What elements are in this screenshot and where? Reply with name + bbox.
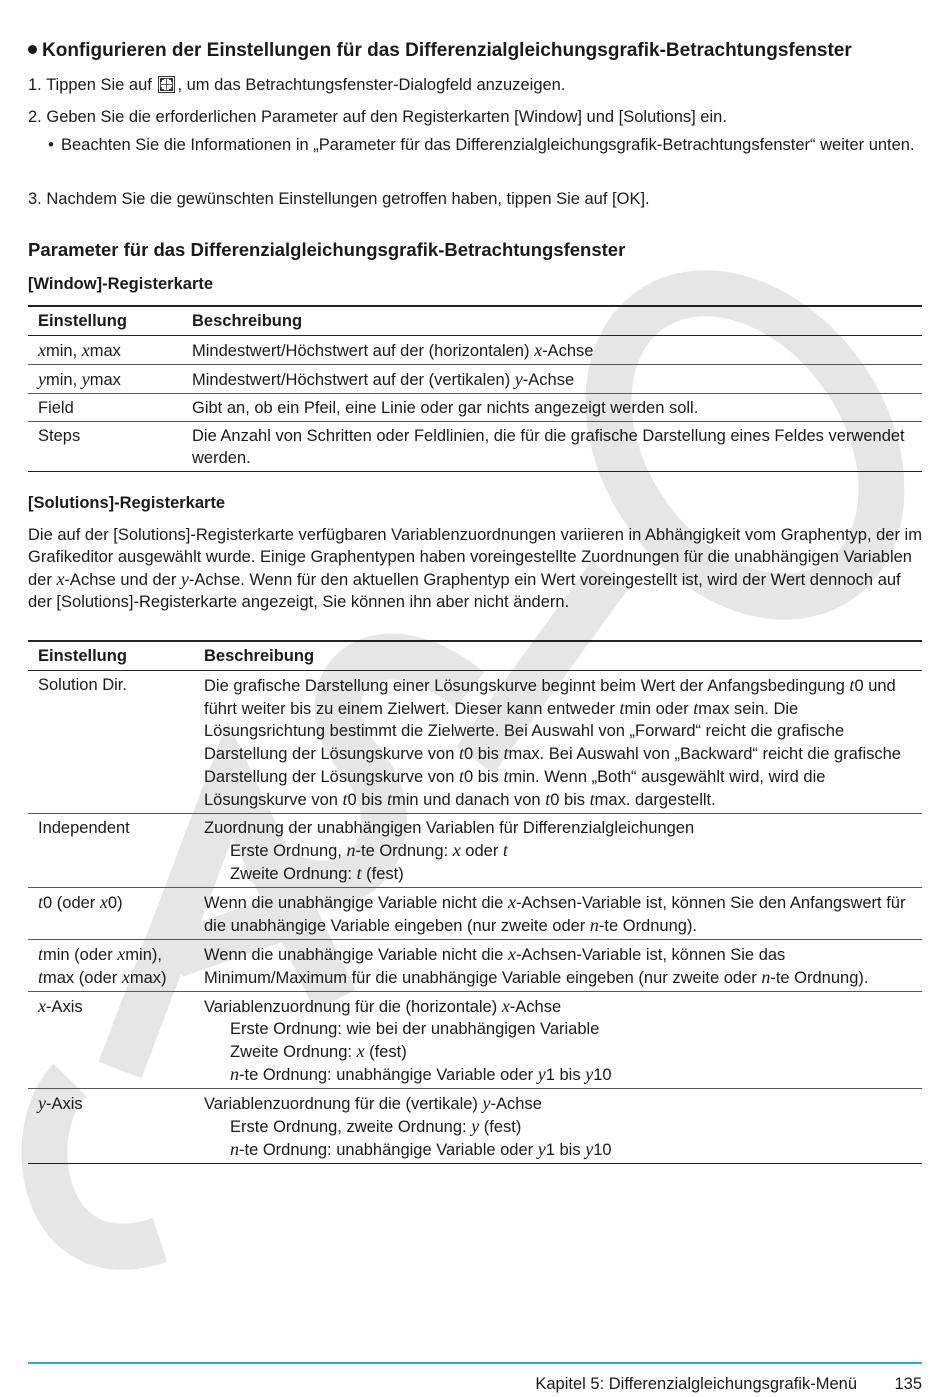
table-row: [28, 992, 922, 1089]
window-params-table: [28, 305, 922, 472]
section-title: Konfigurieren der Einstellungen für das Differenzialgleichungsgrafik-Betrachtungsfenster: [28, 40, 852, 62]
solutions-intro: Die auf der [Solutions]-Registerkarte verfügbaren Variablenzuordnungen variieren in Abhängigkeit vom Graphentyp, der im Grafikeditor ausgewählt wurde. Einige Graphentypen haben voreingestellte Zuordnungen für die unabhängigen Variablen der x-Achse und der y-Achse. Wenn für den aktuellen Graphentyp ein Wert voreingestellt ist, wird der Wert dennoch auf der [Solutions]-Registerkarte angezeigt, Sie können ihn aber nicht ändern.: [28, 526, 922, 611]
description-cell: Die Anzahl von Schritten oder Feldlinien, die für die grafische Darstellung eines Feldes verwendet werden.: [182, 422, 922, 472]
column-header-description: Beschreibung: [182, 306, 922, 336]
page-number: 135: [894, 1375, 922, 1393]
column-header-description: Beschreibung: [194, 641, 922, 671]
table-row: [28, 940, 922, 992]
setting-cell: Field: [28, 394, 182, 422]
solutions-params-table: [28, 640, 922, 1164]
solutions-tab-heading: [Solutions]-Registerkarte: [28, 494, 226, 512]
step-3: 3. Nachdem Sie die gewünschten Einstellungen getroffen haben, tippen Sie auf [OK].: [28, 190, 650, 208]
description-cell: Variablenzuordnung für die (vertikale) y-Achse Erste Ordnung, zweite Ordnung: y (fest) n-te Ordnung: unabhängige Variable oder y1 bis y10: [194, 1089, 922, 1164]
table-row: [28, 1089, 922, 1164]
description-cell: Gibt an, ob ein Pfeil, eine Linie oder gar nichts angezeigt werden soll.: [182, 394, 922, 422]
table-row: [28, 422, 922, 472]
description-cell: Mindestwert/Höchstwert auf der (horizontalen) x-Achse: [182, 336, 922, 365]
description-cell: Die grafische Darstellung einer Lösungskurve beginnt beim Wert der Anfangsbedingung t0 und führt weiter bis zu einem Zielwert. Dieser kann entweder tmin oder tmax sein. Die Lösungsrichtung bestimmt die Zielwerte. Bei Auswahl von „Forward“ reicht die grafische Darstellung der Lösungskurve von t0 bis tmax. Bei Auswahl von „Backward“ reicht die grafische Darstellung der Lösungskurve von t0 bis tmin. Wenn „Both“ ausgewählt wird, wird die Lösungskurve von t0 bis tmin und danach von t0 bis tmax. dargestellt.: [194, 671, 922, 814]
step-2-note: • Beachten Sie die Informationen in „Parameter für das Differenzialgleichungsgrafik-Betrachtungsfenster“ weiter unten.: [48, 136, 915, 154]
description-cell: Zuordnung der unabhängigen Variablen für Differenzialgleichungen Erste Ordnung, n-te Ordnung: x oder t Zweite Ordnung: t (fest): [194, 814, 922, 888]
table-row: [28, 671, 922, 814]
bullet-icon: [28, 45, 37, 54]
table-row: [28, 394, 922, 422]
column-header-setting: Einstellung: [28, 641, 194, 671]
setting-cell: x-Axis: [28, 992, 194, 1089]
setting-cell: t0 (oder x0): [28, 888, 194, 940]
description-cell: Variablenzuordnung für die (horizontale) x-Achse Erste Ordnung: wie bei der unabhängigen Variable Zweite Ordnung: x (fest) n-te Ordnung: unabhängige Variable oder y1 bis y10: [194, 992, 922, 1089]
footer-divider: [28, 1362, 922, 1364]
table-header-row: [28, 641, 922, 671]
setting-cell: ymin, ymax: [28, 365, 182, 394]
description-cell: Wenn die unabhängige Variable nicht die x-Achsen-Variable ist, können Sie das Minimum/Maximum für die unabhängige Variable eingeben (nur zweite oder n-te Ordnung).: [194, 940, 922, 992]
setting-cell: y-Axis: [28, 1089, 194, 1164]
setting-cell: tmin (oder xmin), tmax (oder xmax): [28, 940, 194, 992]
description-cell: Mindestwert/Höchstwert auf der (vertikalen) y-Achse: [182, 365, 922, 394]
window-tab-heading: [Window]-Registerkarte: [28, 275, 214, 293]
params-heading: Parameter für das Differenzialgleichungsgrafik-Betrachtungsfenster: [28, 239, 626, 260]
description-cell: Wenn die unabhängige Variable nicht die x-Achsen-Variable ist, können Sie den Anfangswert für die unabhängige Variable eingeben (nur zweite oder n-te Ordnung).: [194, 888, 922, 940]
column-header-setting: Einstellung: [28, 306, 182, 336]
step-1: 1. Tippen Sie auf , um das Betrachtungsfenster-Dialogfeld anzuzeigen.: [28, 76, 566, 94]
table-row: [28, 814, 922, 888]
table-row: [28, 336, 922, 365]
step-2: 2. Geben Sie die erforderlichen Parameter auf den Registerkarten [Window] und [Solutions] ein.: [28, 108, 727, 126]
footer-chapter: Kapitel 5: Differenzialgleichungsgrafik-Menü: [535, 1375, 857, 1393]
view-window-icon[interactable]: [158, 76, 175, 93]
setting-cell: Solution Dir.: [28, 671, 194, 814]
table-row: [28, 888, 922, 940]
table-row: [28, 365, 922, 394]
setting-cell: Independent: [28, 814, 194, 888]
table-header-row: [28, 306, 922, 336]
setting-cell: Steps: [28, 422, 182, 472]
setting-cell: xmin, xmax: [28, 336, 182, 365]
